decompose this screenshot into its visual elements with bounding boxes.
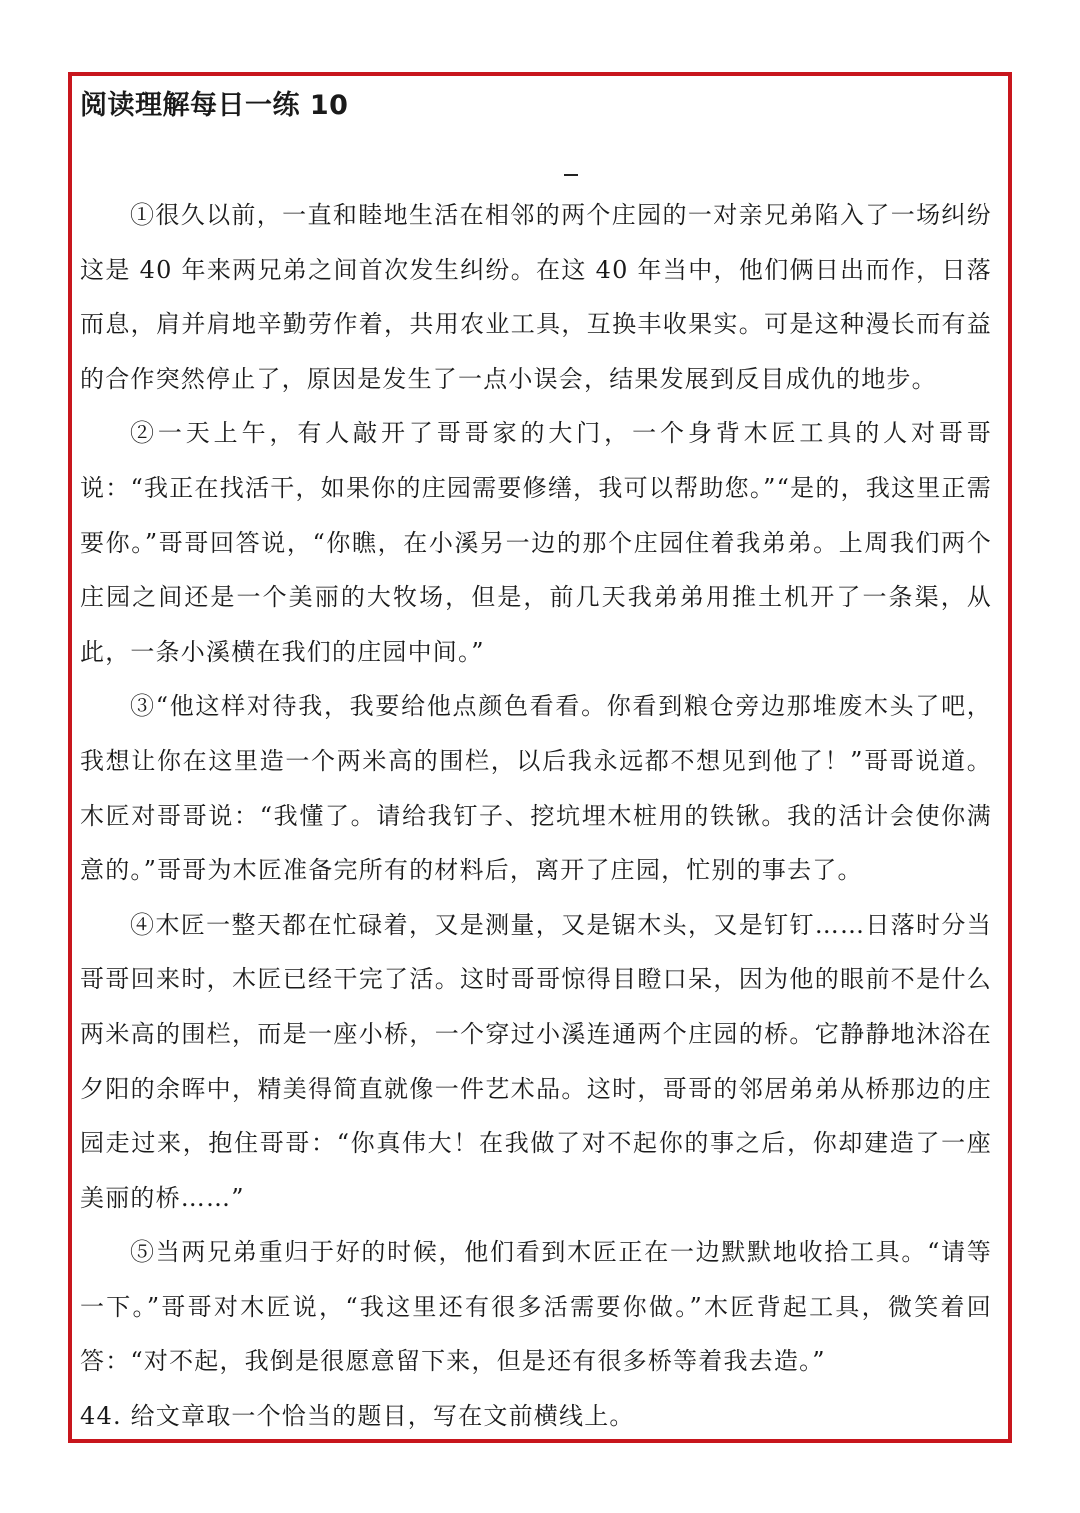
paragraph-3: ③“他这样对待我，我要给他点颜色看看。你看到粮仓旁边那堆废木头了吧，我想让你在这里造一个两米高的围栏，以后我永远都不想见到他了！”哥哥说道。木匠对哥哥说：“我懂了。请给我钉子、挖坑埋木桩用的铁锹。我的活计会使你满意的。”哥哥为木匠准备完所有的材料后，离开了庄园，忙别的事去了。	[80, 692, 992, 885]
page-title: 阅读理解每日一练 10	[80, 90, 349, 121]
article-body	[80, 188, 992, 1444]
paragraph-5: ⑤当两兄弟重归于好的时候，他们看到木匠正在一边默默地收拾工具。“请等一下。”哥哥对木匠说，“我这里还有很多活需要你做。”木匠背起工具，微笑着回答：“对不起，我倒是很愿意留下来，但是还有很多桥等着我去造。”	[80, 1238, 992, 1376]
question-44: 44. 给文章取一个恰当的题目，写在文前横线上。	[80, 1402, 635, 1431]
paragraph-4: ④木匠一整天都在忙碌着，又是测量，又是锯木头，又是钉钉……日落时分当哥哥回来时，木匠已经干完了活。这时哥哥惊得目瞪口呆，因为他的眼前不是什么两米高的围栏，而是一座小桥，一个穿过小溪连通两个庄园的桥。它静静地沐浴在夕阳的余晖中，精美得简直就像一件艺术品。这时，哥哥的邻居弟弟从桥那边的庄园走过来，抱住哥哥：“你真伟大！在我做了对不起你的事之后，你却建造了一座美丽的桥……”	[80, 910, 992, 1212]
paragraph-2: ②一天上午，有人敲开了哥哥家的大门，一个身背木匠工具的人对哥哥说：“我正在找活干，如果你的庄园需要修缮，我可以帮助您。”“是的，我这里正需要你。”哥哥回答说，“你瞧，在小溪另一边的那个庄园住着我弟弟。上周我们两个庄园之间还是一个美丽的大牧场，但是，前几天我弟弟用推土机开了一条渠，从此，一条小溪横在我们的庄园中间。”	[80, 419, 992, 666]
paragraph-1: ①很久以前，一直和睦地生活在相邻的两个庄园的一对亲兄弟陷入了一场纠纷这是 40 年来两兄弟之间首次发生纠纷。在这 40 年当中，他们俩日出而作，日落而息，肩并肩地辛勤劳作着，共用农业工具，互换丰收果实。可是这种漫长而有益的合作突然停止了，原因是发生了一点小误会，结果发展到反目成仇的地步。	[80, 201, 992, 393]
title-answer-line	[564, 174, 578, 176]
